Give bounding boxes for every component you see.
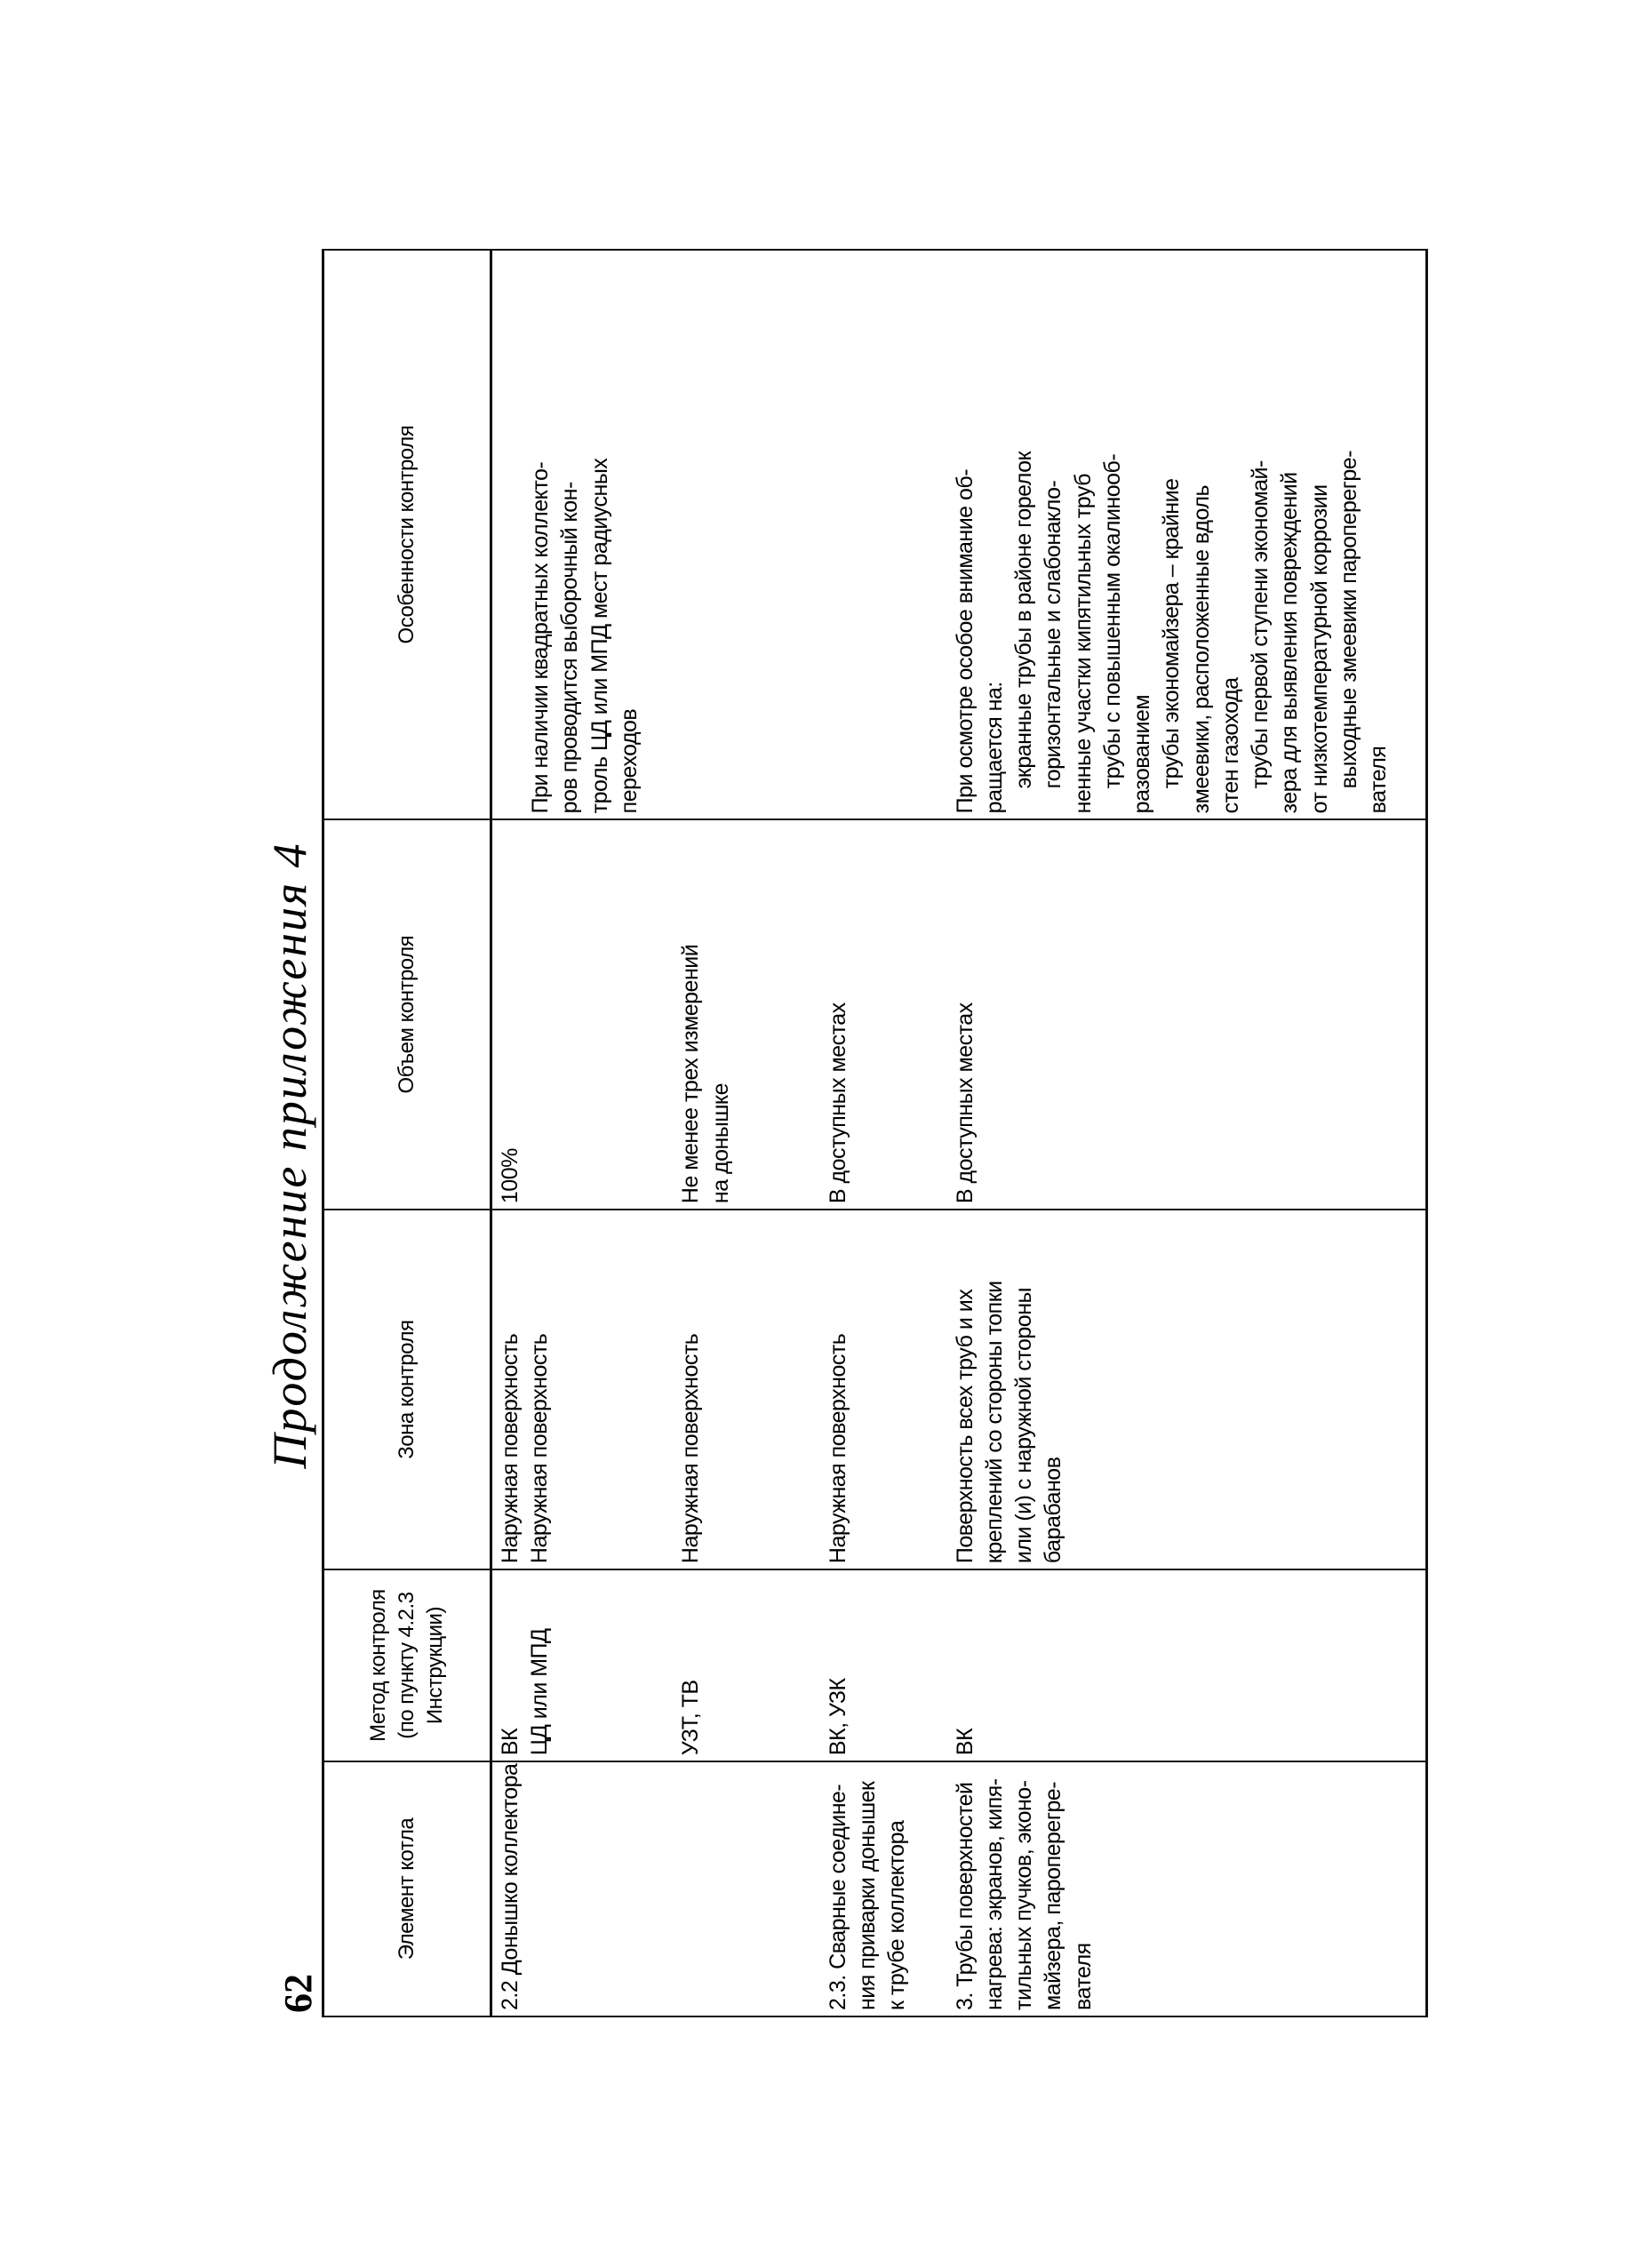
cell-line: Наружная поверхность	[677, 1333, 703, 1564]
cell-line: Наружная поверхность	[825, 1333, 850, 1564]
cell-line: от низкотемпературной коррозии	[1306, 484, 1332, 814]
cell-line	[555, 826, 586, 1203]
cell-line: 2.2 Донышко коллектора	[498, 1763, 523, 2010]
cell-line	[555, 1576, 586, 1755]
cell-line: ния приварки донышек	[854, 1781, 880, 2010]
cell-line: трубы экономайзера – крайние	[1159, 478, 1185, 789]
cell-line	[646, 1576, 676, 1755]
cell-element	[947, 1761, 1427, 2016]
table-row	[947, 250, 1427, 2016]
cell-line: на донышке	[707, 1082, 733, 1204]
cell-line: Наружная поверхность	[498, 1333, 523, 1564]
table-body	[491, 250, 1427, 2016]
cell-line: трубы с повышенным окалинооб-	[1099, 453, 1125, 789]
cell-line: 100%	[498, 1148, 523, 1204]
cell-line	[616, 826, 646, 1203]
cell-line: ненные участки кипятильных труб	[1070, 474, 1096, 814]
cell-method	[491, 1569, 820, 1761]
cell-line: ров проводится выборочный кон-	[557, 482, 583, 814]
cell-line: переходов	[616, 708, 642, 814]
cell-volume	[947, 819, 1427, 1210]
header-volume: Объем контроля	[323, 819, 491, 1210]
cell-line	[496, 256, 526, 813]
cell-line	[525, 826, 555, 1203]
cell-line: майзера, пароперегре-	[1041, 1781, 1066, 2010]
cell-line: или (и) с наружной стороны	[1011, 1288, 1036, 1564]
cell-line: зера для выявления повреждений	[1277, 472, 1303, 814]
cell-line: 2.3. Сварные соедине-	[825, 1784, 850, 2010]
table-row	[491, 250, 820, 2016]
cell-line: нагрева: экранов, кипя-	[981, 1778, 1007, 2010]
cell-line	[646, 826, 676, 1203]
cell-line: Поверхность всех труб и их	[952, 1289, 978, 1564]
table-row	[820, 250, 947, 2016]
cell-line: барабанов	[1041, 1457, 1066, 1564]
cell-line	[646, 1216, 676, 1563]
cell-line: Наружная поверхность	[527, 1333, 553, 1564]
cell-line: к трубе коллектора	[884, 1820, 910, 2010]
cell-line: выходные змеевики пароперегре-	[1336, 450, 1361, 789]
cell-line: ВК, УЗК	[825, 1678, 850, 1756]
header-features: Особенности контроля	[323, 250, 491, 819]
cell-line: ЦД или МПД	[527, 1628, 553, 1756]
cell-line	[616, 1216, 646, 1563]
cell-line: ВК	[952, 1728, 978, 1756]
cell-line	[586, 1576, 616, 1755]
cell-features	[820, 250, 947, 819]
cell-line: ращается на:	[981, 682, 1007, 814]
cell-line: разованием	[1129, 694, 1154, 814]
cell-volume	[491, 819, 820, 1210]
cell-line: троль ЦД или МПД мест радиусных	[587, 458, 612, 814]
cell-line: В доступных местах	[825, 1002, 850, 1204]
header-zone: Зона контроля	[323, 1210, 491, 1569]
cell-line: Не менее трех измерений	[678, 944, 704, 1204]
cell-zone	[820, 1210, 947, 1569]
cell-features	[491, 250, 820, 819]
control-table	[322, 249, 1428, 2017]
cell-line	[555, 1216, 586, 1563]
table-container	[322, 249, 1428, 2017]
cell-element	[491, 1761, 820, 2016]
cell-line: 3. Трубы поверхностей	[952, 1782, 978, 2010]
cell-volume	[820, 819, 947, 1210]
cell-line: змеевики, расположенные вдоль	[1188, 485, 1214, 814]
cell-line	[586, 1216, 616, 1563]
cell-zone	[947, 1210, 1427, 1569]
cell-line: вателя	[1366, 746, 1391, 814]
cell-features	[947, 250, 1427, 819]
cell-element	[820, 1761, 947, 2016]
cell-line: При наличии квадратных коллекто-	[528, 461, 553, 814]
cell-line: экранные трубы в районе горелок	[1011, 451, 1036, 789]
cell-zone	[491, 1210, 820, 1569]
page-heading: Продолжение приложения 4	[263, 842, 316, 1469]
cell-method	[947, 1569, 1427, 1761]
cell-line: стен газохода	[1217, 677, 1243, 814]
cell-line	[586, 826, 616, 1203]
cell-line: В доступных местах	[952, 1002, 978, 1204]
cell-line	[616, 1576, 646, 1755]
page-number: 62	[276, 1974, 320, 2013]
header-element: Элемент котла	[323, 1761, 491, 2016]
cell-line: ВК	[498, 1728, 523, 1756]
cell-line: трубы первой ступени экономай-	[1248, 460, 1273, 789]
table-header-row	[323, 250, 491, 2016]
cell-line: вателя	[1070, 1943, 1096, 2010]
header-method: Метод контроля (по пункту 4.2.3 Инструкции)	[323, 1569, 491, 1761]
cell-line: тильных пучков, эконо-	[1011, 1780, 1036, 2010]
cell-line: При осмотре особое внимание об-	[952, 468, 978, 814]
cell-line: УЗТ, ТВ	[677, 1680, 703, 1756]
cell-method	[820, 1569, 947, 1761]
cell-line: креплений со стороны топки	[981, 1281, 1007, 1564]
cell-line: горизонтальные и слабонакло-	[1041, 480, 1066, 789]
